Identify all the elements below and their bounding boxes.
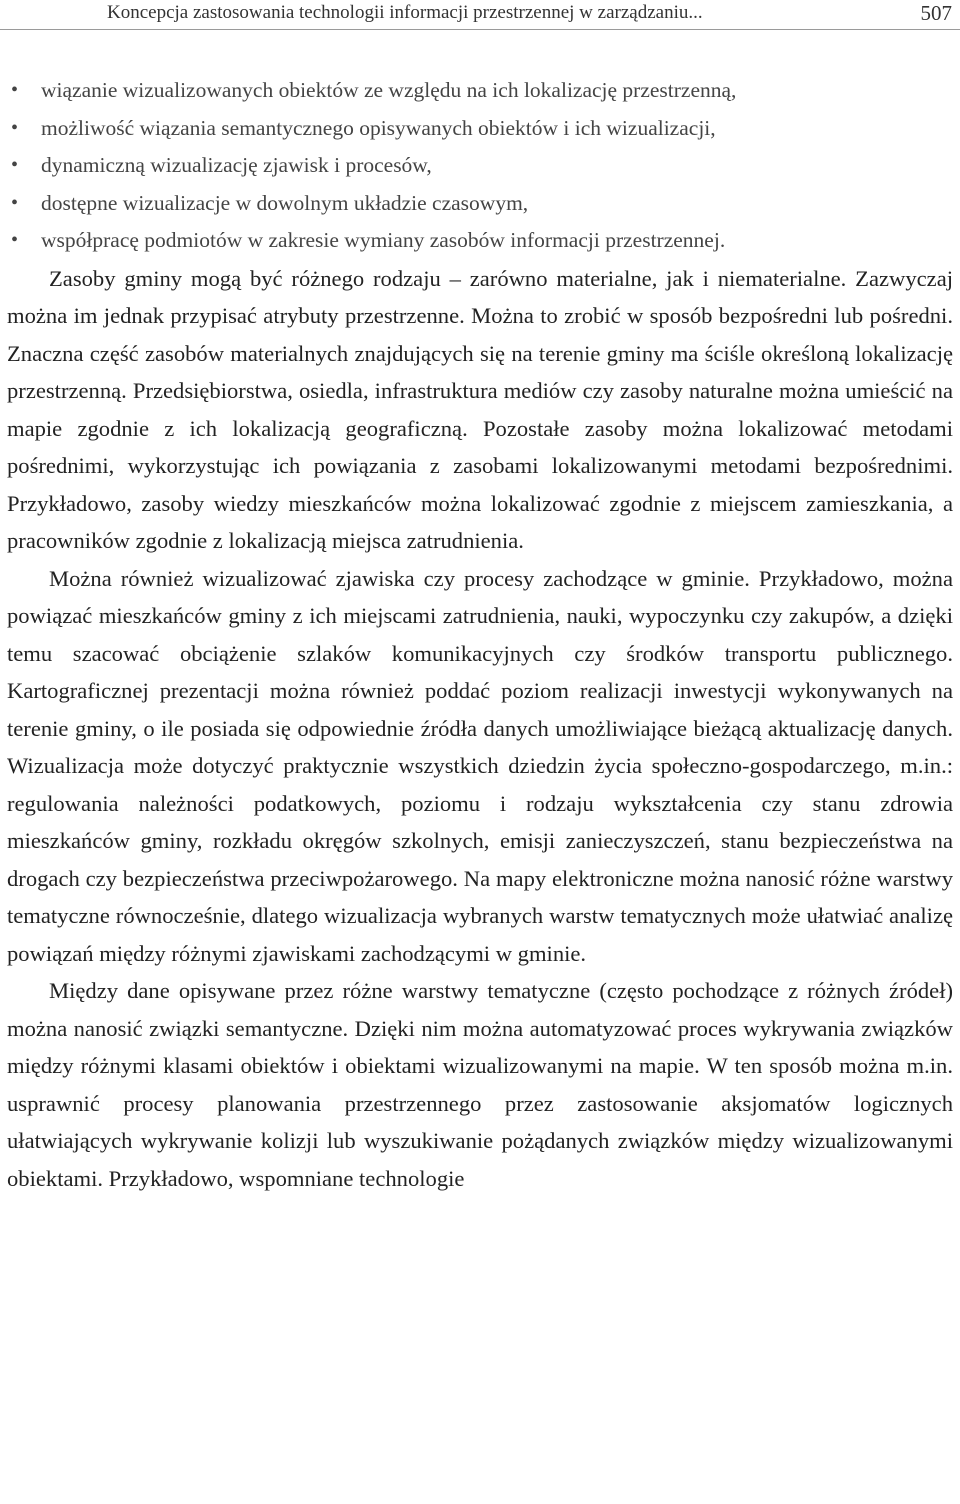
bullet-item: • dynamiczną wizualizację zjawisk i procesów, (7, 147, 953, 185)
bullet-list (7, 72, 953, 260)
paragraph-semantic-links: Między dane opisywane przez różne warstwy tematyczne (często pochodzące z różnych źródeł) można nanosić związki semantyczne. Dzięki nim można automatyzować proces wykrywania związków między różnymi klasami obiektów i obiektami wizualizowanymi na mapie. W ten sposób można m.in. usprawnić procesy planowania przestrzennego przez zastosowanie aksjomatów logicznych ułatwiających wykrywanie kolizji lub wyszukiwanie pożądanych związków między wizualizowanymi obiektami. Przykładowo, wspomniane technologie (7, 978, 953, 1191)
bullet-item: • współpracę podmiotów w zakresie wymiany zasobów informacji przestrzennej. (7, 222, 953, 260)
bullet-item: • możliwość wiązania semantycznego opisywanych obiektów i ich wizualizacji, (7, 110, 953, 148)
bullet-item: • wiązanie wizualizowanych obiektów ze względu na ich lokalizację przestrzenną, (7, 72, 953, 110)
bullet-item: • dostępne wizualizacje w dowolnym układzie czasowym, (7, 185, 953, 223)
page-header (0, 0, 960, 30)
page-number: 507 (920, 1, 952, 25)
paragraph-resources: Zasoby gminy mogą być różnego rodzaju – zarówno materialne, jak i niematerialne. Zazwyczaj można im jednak przypisać atrybuty przestrzenne. Można to zrobić w sposób bezpośredni lub pośredni. Znaczna część zasobów materialnych znajdujących się na terenie gminy ma ściśle określoną lokalizację przestrzenną. Przedsiębiorstwa, osiedla, infrastruktura mediów czy zasoby naturalne można umieścić na mapie zgodnie z ich lokalizacją geograficzną. Pozostałe zasoby można lokalizować metodami pośrednimi, wykorzystując ich powiązania z zasobami lokalizowanymi metodami bezpośrednimi. Przykładowo, zasoby wiedzy mieszkańców można lokalizować zgodnie z miejscem zamieszkania, a pracowników zgodnie z lokalizacją miejsca zatrudnienia. (7, 265, 953, 553)
paragraph-visualization: Można również wizualizować zjawiska czy procesy zachodzące w gminie. Przykładowo, można powiązać mieszkańców gminy z ich miejscami zatrudnienia, nauki, wypoczynku czy zakupów, a dzięki temu szacować obciążenie szlaków komunikacyjnych czy środków transportu publicznego. Kartograficznej prezentacji można również poddać poziom realizacji inwestycji wykonywanych na terenie gminy, o ile posiada się odpowiednie źródła danych umożliwiające bieżącą aktualizację danych. Wizualizacja może dotyczyć praktycznie wszystkich dziedzin życia społeczno-gospodarczego, m.in.: regulowania należności podatkowych, poziomu i rodzaju wykształcenia czy stanu zdrowia mieszkańców gminy, rozkładu okręgów szkolnych, emisji zanieczyszczeń, stanu bezpieczeństwa na drogach czy bezpieczeństwa przeciwpożarowego. Na mapy elektroniczne można nanosić różne warstwy tematyczne równocześnie, dlatego wizualizacja wybranych warstw tematycznych może ułatwiać analizę powiązań między różnymi zjawiskami zachodzącymi w gminie. (7, 565, 953, 966)
running-head: Koncepcja zastosowania technologii informacji przestrzennej w zarządzaniu... (107, 2, 703, 23)
body-text (7, 72, 953, 1197)
